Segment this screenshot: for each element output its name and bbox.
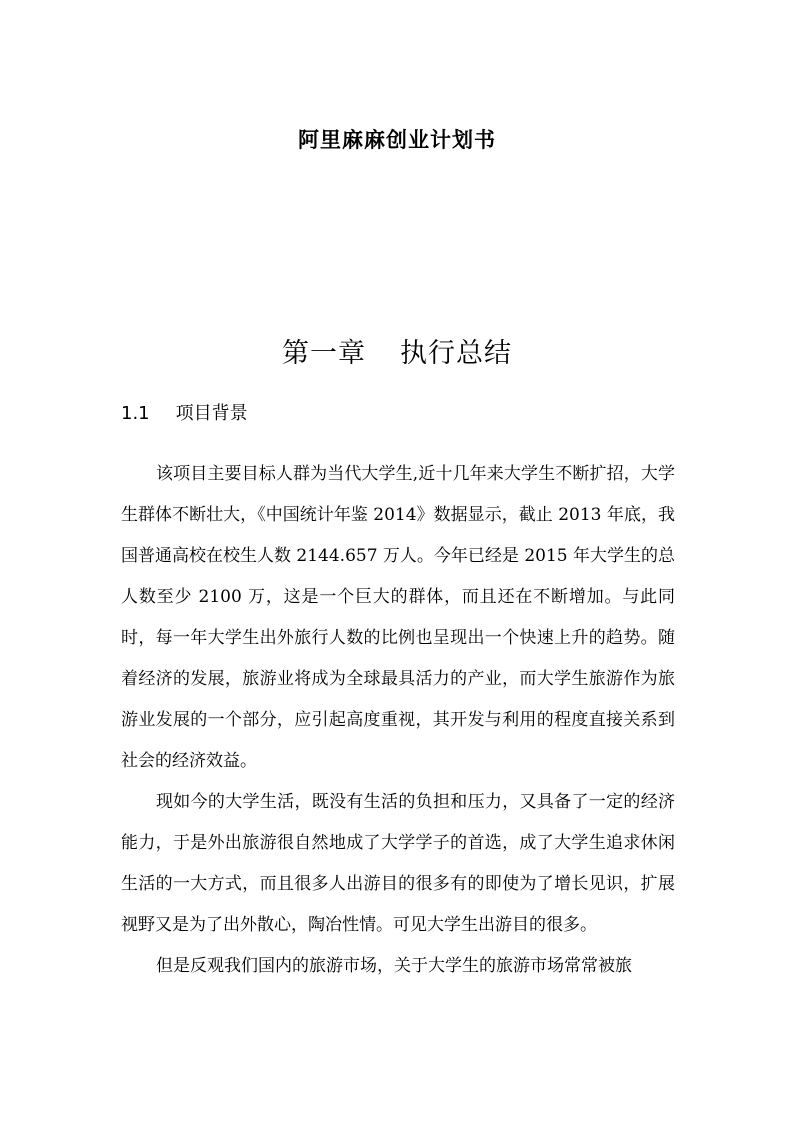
body-text (121, 454, 675, 987)
document-title: 阿里麻麻创业计划书 (298, 128, 496, 152)
section-title: 项目背景 (175, 403, 248, 424)
chapter-number: 第一章 (282, 338, 366, 369)
chapter-title: 执行总结 (400, 338, 512, 369)
section-heading (121, 398, 248, 430)
paragraph: 该项目主要目标人群为当代大学生,近十几年来大学生不断扩招，大学生群体不断壮大，《中国统计年鉴 2014》数据显示，截止 2013 年底，我国普通高校在校生人数 2144.657 万人。今年已经是 2015 年大学生的总人数至少 2100 万，这是一个巨大的群体，而且还在不断增加。与此同时，每一年大学生出外旅行人数的比例也呈现出一个快速上升的趋势。随着经济的发展，旅游业将成为全球最具活力的产业，而大学生旅游作为旅游业发展的一个部分，应引起高度重视，其开发与利用的程度直接关系到社会的经济效益。 (121, 464, 675, 771)
section-number: 1.1 (121, 403, 150, 424)
chapter-heading (0, 334, 794, 374)
paragraph: 现如今的大学生活，既没有生活的负担和压力，又具备了一定的经济能力，于是外出旅游很自然地成了大学学子的首选，成了大学生追求休闲生活的一大方式，而且很多人出游目的很多有的即使为了增长见识，扩展视野又是为了出外散心，陶冶性情。可见大学生出游目的很多。 (121, 792, 675, 935)
paragraph: 但是反观我们国内的旅游市场，关于大学生的旅游市场常常被旅 (156, 956, 632, 976)
